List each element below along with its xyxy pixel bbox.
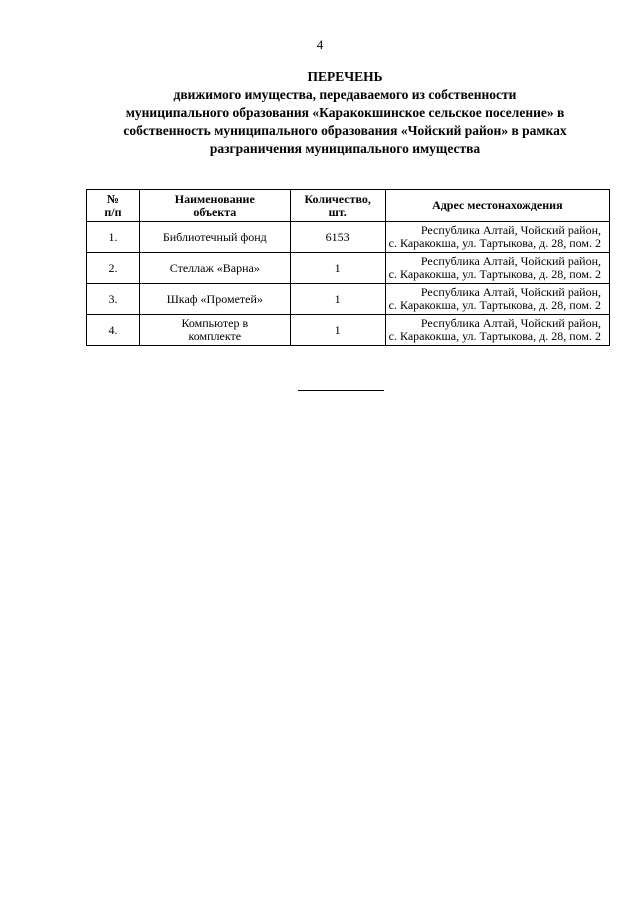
cell-quantity: 1: [290, 284, 385, 315]
header-number: [87, 190, 140, 222]
title-line-5: разграничения муниципального имущества: [209, 141, 481, 156]
end-divider-line: [298, 390, 384, 391]
header-quantity: [290, 190, 385, 222]
cell-name: Библиотечный фонд: [139, 222, 290, 253]
table-row: [87, 222, 610, 253]
table-row: [87, 315, 610, 346]
address-line2: с. Каракокша, ул. Тартыкова, д. 28, пом. 2: [388, 298, 601, 312]
cell-address: [385, 315, 609, 346]
title-line-2: движимого имущества, передаваемого из собственности: [173, 87, 517, 102]
cell-number: 2.: [87, 253, 140, 284]
table-header-row: [87, 190, 610, 222]
header-name-line2: объекта: [193, 204, 237, 219]
page-number: 4: [316, 37, 324, 52]
address-line2: с. Каракокша, ул. Тартыкова, д. 28, пом. 2: [388, 267, 601, 281]
title-line-4: собственность муниципального образования «Чойский район» в рамках: [123, 123, 567, 138]
title-line-heading: ПЕРЕЧЕНЬ: [307, 69, 383, 84]
cell-address: [385, 253, 609, 284]
address-line1: Республика Алтай, Чойский район,: [420, 254, 601, 268]
cell-quantity: 1: [290, 253, 385, 284]
cell-quantity: 1: [290, 315, 385, 346]
cell-number: 3.: [87, 284, 140, 315]
header-quantity-line1: Количество,: [304, 191, 371, 206]
cell-quantity: 6153: [290, 222, 385, 253]
address-line2: с. Каракокша, ул. Тартыкова, д. 28, пом. 2: [388, 329, 601, 343]
header-name-line1: Наименование: [174, 191, 255, 206]
cell-address: [385, 222, 609, 253]
header-quantity-line2: шт.: [328, 204, 347, 219]
header-name: [139, 190, 290, 222]
document-title: [80, 68, 610, 158]
cell-name: [139, 315, 290, 346]
header-number-line2: п/п: [104, 204, 122, 219]
property-table: [86, 189, 610, 346]
cell-name: Шкаф «Прометей»: [139, 284, 290, 315]
address-line1: Республика Алтай, Чойский район,: [420, 223, 601, 237]
name-line2: комплекте: [188, 329, 242, 343]
table-row: [87, 284, 610, 315]
name-line1: Компьютер в: [181, 316, 249, 330]
cell-number: 1.: [87, 222, 140, 253]
cell-address: [385, 284, 609, 315]
cell-name: Стеллаж «Варна»: [139, 253, 290, 284]
header-address: Адрес местонахождения: [385, 190, 609, 222]
title-line-3: муниципального образования «Каракокшинское сельское поселение» в: [125, 105, 565, 120]
cell-number: 4.: [87, 315, 140, 346]
header-number-line1: №: [106, 191, 119, 206]
address-line2: с. Каракокша, ул. Тартыкова, д. 28, пом. 2: [388, 236, 601, 250]
address-line1: Республика Алтай, Чойский район,: [420, 316, 601, 330]
address-line1: Республика Алтай, Чойский район,: [420, 285, 601, 299]
table-row: [87, 253, 610, 284]
